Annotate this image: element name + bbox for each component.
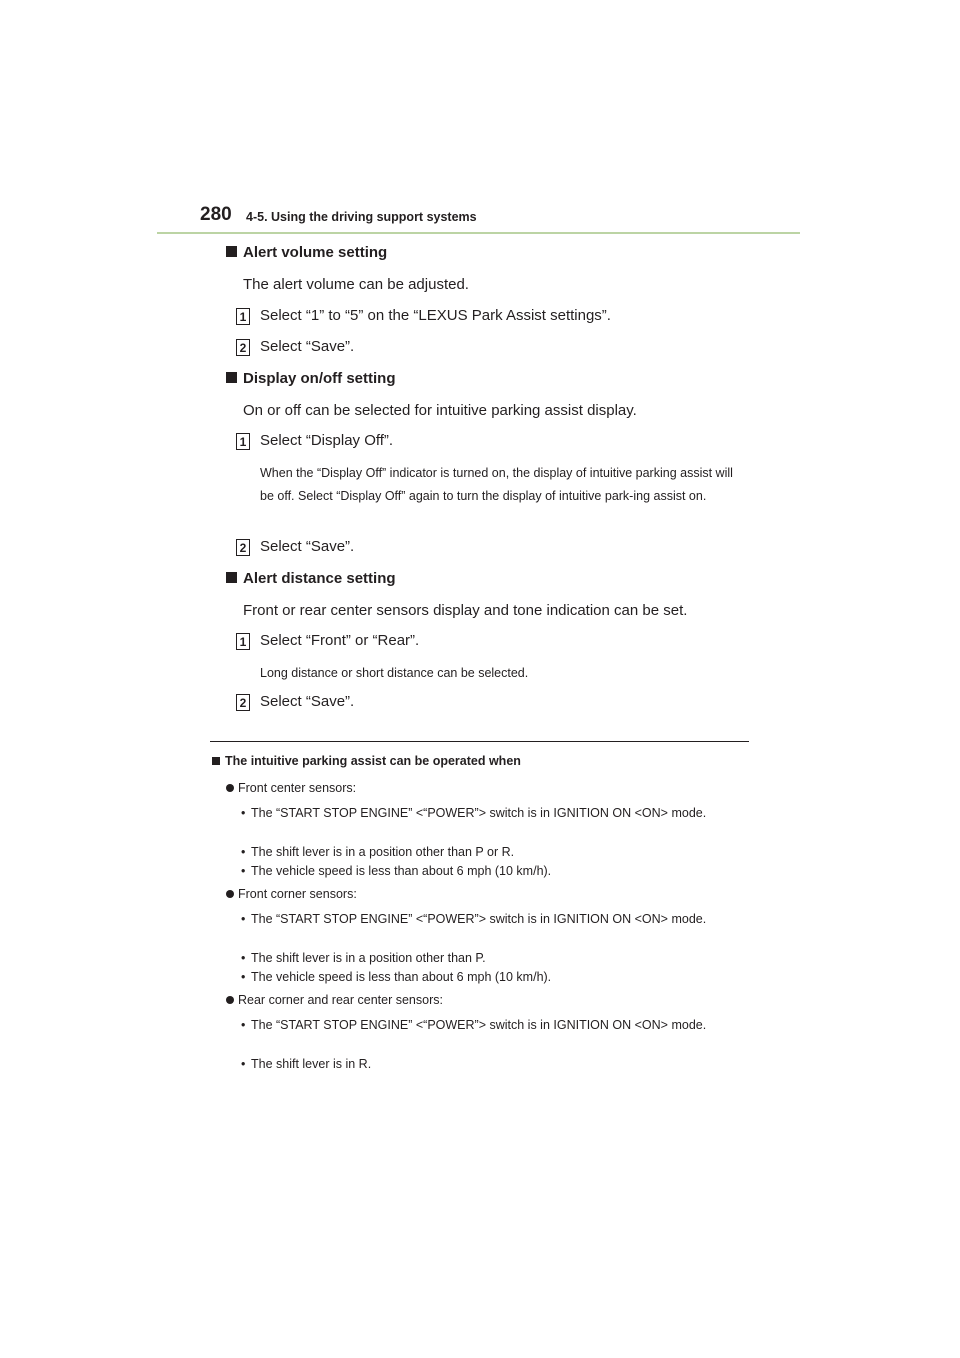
group-front-corner <box>226 887 357 901</box>
section-title: 4-5. Using the driving support systems <box>246 210 477 224</box>
list-item: • The shift lever is in a position other than P or R. <box>241 845 515 859</box>
group-title: Front corner sensors: <box>238 887 357 901</box>
step-number-badge: 2 <box>236 694 250 711</box>
list-item: • The vehicle speed is less than about 6 mph (10 km/h). <box>241 864 552 878</box>
round-bullet-icon <box>226 784 234 792</box>
page-header <box>200 204 800 234</box>
square-bullet-icon <box>226 246 237 257</box>
list-item: • The “START STOP ENGINE” <“POWER”> switch is in IGNITION ON <ON> mode. <box>241 806 707 820</box>
step-text: Select “Save”. <box>260 538 355 555</box>
step-text: Select “Front” or “Rear”. <box>260 632 420 649</box>
display-onoff-note: When the “Display Off” indicator is turned on, the display of intuitive parking assist will be off. Select “Display Off” again to turn the display of intuitive park-ing assist on. <box>260 466 733 503</box>
group-front-center <box>226 781 356 795</box>
section-divider <box>210 741 749 742</box>
list-item: • The “START STOP ENGINE” <“POWER”> switch is in IGNITION ON <ON> mode. <box>241 1018 707 1032</box>
heading-text: Alert volume setting <box>243 244 388 261</box>
round-bullet-icon <box>226 996 234 1004</box>
square-bullet-icon <box>212 757 220 765</box>
round-bullet-icon <box>226 890 234 898</box>
list-item: • The “START STOP ENGINE” <“POWER”> switch is in IGNITION ON <ON> mode. <box>241 912 707 926</box>
alert-distance-description: Front or rear center sensors display and tone indication can be set. <box>243 602 688 619</box>
step-text: Select “Save”. <box>260 693 355 710</box>
step-number-badge: 1 <box>236 308 250 325</box>
heading-text: Alert distance setting <box>243 570 396 587</box>
info-heading <box>212 754 521 768</box>
alert-volume-description: The alert volume can be adjusted. <box>243 276 469 293</box>
list-item: • The shift lever is in R. <box>241 1057 372 1071</box>
step-text: Select “Save”. <box>260 338 355 355</box>
step-text: Select “1” to “5” on the “LEXUS Park Assist settings”. <box>260 307 611 324</box>
group-title: Rear corner and rear center sensors: <box>238 993 443 1007</box>
display-onoff-description: On or off can be selected for intuitive parking assist display. <box>243 402 637 419</box>
heading-text: The intuitive parking assist can be operated when <box>225 754 521 768</box>
alert-distance-heading <box>226 570 396 587</box>
header-rule <box>157 232 800 234</box>
group-title: Front center sensors: <box>238 781 357 795</box>
display-onoff-heading <box>226 370 396 387</box>
step-number-badge: 1 <box>236 433 250 450</box>
square-bullet-icon <box>226 572 237 583</box>
alert-distance-note: Long distance or short distance can be selected. <box>260 666 529 680</box>
group-rear <box>226 993 443 1007</box>
step-number-badge: 2 <box>236 339 250 356</box>
list-item: • The vehicle speed is less than about 6 mph (10 km/h). <box>241 970 552 984</box>
step-number-badge: 1 <box>236 633 250 650</box>
page-number: 280 <box>200 204 232 225</box>
heading-text: Display on/off setting <box>243 370 396 387</box>
step-number-badge: 2 <box>236 539 250 556</box>
step-text: Select “Display Off”. <box>260 432 394 449</box>
alert-volume-heading <box>226 244 387 261</box>
list-item: • The shift lever is in a position other than P. <box>241 951 486 965</box>
square-bullet-icon <box>226 372 237 383</box>
